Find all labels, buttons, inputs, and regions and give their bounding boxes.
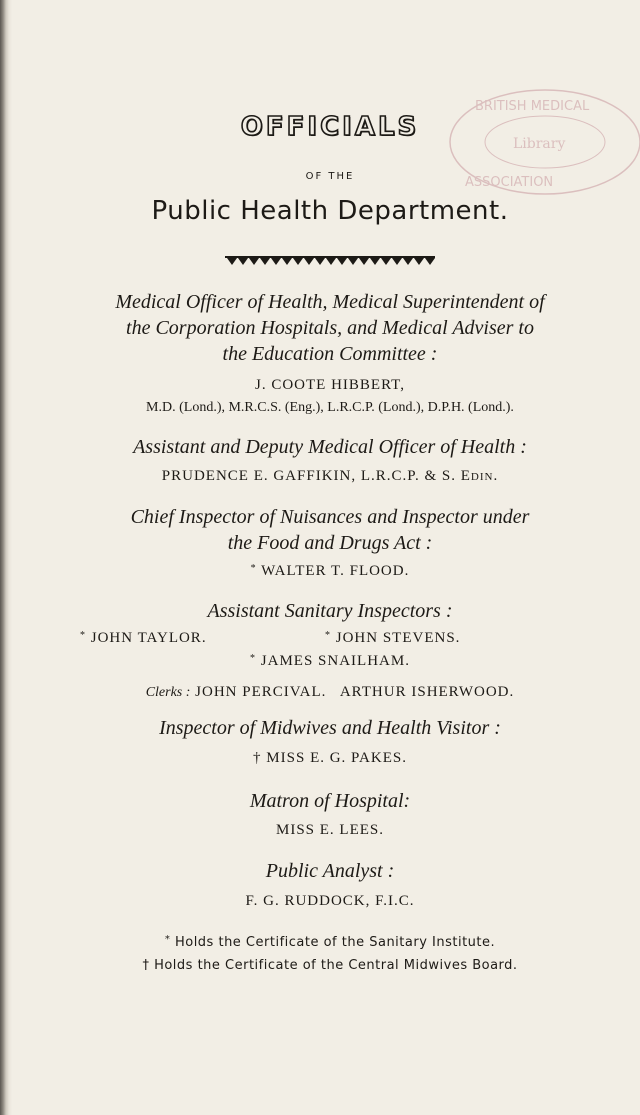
ornamental-rule [225,256,435,268]
deputy-heading: Assistant and Deputy Medical Officer of Health : [133,436,527,458]
chief-heading-line-1: Chief Inspector of Nuisances and Inspector under [130,506,530,528]
footnote-dagger-text: Holds the Certificate of the Central Midwives Board. [154,958,518,973]
midwives-name: MISS E. G. PAKES. [266,750,407,766]
matron-name: MISS E. LEES. [275,822,384,838]
sanitary-name-3-line [60,653,600,670]
midwives-heading: Inspector of Midwives and Health Visitor : [159,717,501,739]
deputy-name: PRUDENCE E. GAFFIKIN, L.R.C.P. & S. [161,468,456,484]
document-page [60,0,600,1115]
moh-heading-line-1: Medical Officer of Health, Medical Superintendent of [115,291,545,313]
sanitary-name-1-line [80,630,280,647]
stamp-top-text: BRITISH MEDICAL [475,99,590,114]
clerks-names: JOHN PERCIVAL. ARTHUR ISHERWOOD. [195,684,515,700]
stamp-bottom-text: ASSOCIATION [465,175,554,190]
chief-heading-line-2: the Food and Drugs Act : [227,532,433,554]
officials-title: OFFICIALS [240,112,420,142]
sanitary-name-2: JOHN STEVENS. [335,630,461,646]
analyst-name: F. G. RUDDOCK, F.I.C. [245,893,415,909]
clerks-line [60,684,600,701]
footnote-star-mark: * [164,934,171,945]
midwives-name-line [60,750,600,767]
chief-name-line [60,563,600,580]
sanitary-heading: Assistant Sanitary Inspectors : [207,600,453,622]
clerks-label: Clerks : [145,685,191,700]
department-title: Public Health Department. [151,196,509,226]
chief-name: WALTER T. FLOOD. [261,563,410,579]
sanitary-name-3: JAMES SNAILHAM. [260,653,410,669]
page-binding-edge [0,0,12,1115]
moh-name: J. COOTE HIBBERT, [255,377,405,393]
moh-qualifications: M.D. (Lond.), M.R.C.S. (Eng.), L.R.C.P. (Lond.), D.P.H. (Lond.). [146,400,514,415]
stamp-center-text: Library [513,136,566,152]
sanitary-certificate-mark: * [250,653,257,664]
sanitary-certificate-mark: * [250,563,257,574]
analyst-heading: Public Analyst : [265,860,395,882]
sanitary-certificate-mark: * [80,630,86,641]
footnote-dagger-mark: † [142,958,150,973]
deputy-name-line [60,468,600,485]
midwives-board-mark: † [253,750,262,766]
moh-heading-line-3: the Education Committee : [222,343,438,365]
of-the-subtitle: OF THE [305,171,355,182]
sanitary-name-2-line [325,630,565,647]
matron-heading: Matron of Hospital: [249,790,411,812]
moh-heading-line-2: the Corporation Hospitals, and Medical Adviser to [126,317,534,339]
sanitary-certificate-mark: * [325,630,331,641]
footnote-midwives [60,958,600,973]
sanitary-name-1: JOHN TAYLOR. [90,630,207,646]
footnote-star-text: Holds the Certificate of the Sanitary Institute. [174,935,496,950]
footnote-sanitary [60,934,600,950]
deputy-name-suffix: Edin. [460,468,499,484]
